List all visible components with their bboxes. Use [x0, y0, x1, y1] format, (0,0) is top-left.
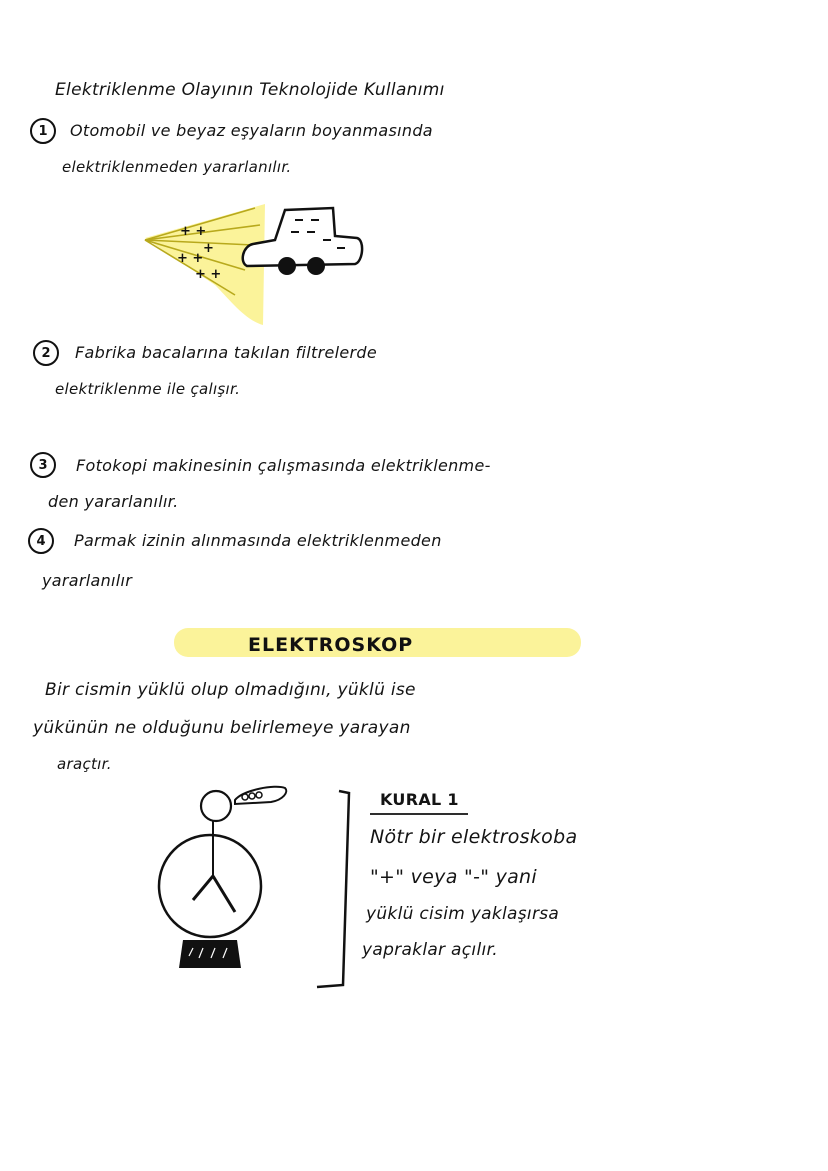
rule-bracket: [315, 785, 355, 995]
item-3-line-2: den yararlanılır.: [48, 492, 179, 511]
electroscope-base: [179, 940, 241, 968]
item-number-1: 1: [30, 118, 56, 144]
item-number-2: 2: [33, 340, 59, 366]
page-title: Elektriklenme Olayının Teknolojide Kullanımı: [55, 80, 445, 100]
svg-text:+ +: + +: [180, 224, 207, 239]
rule-title: KURAL 1: [380, 790, 459, 809]
car-painting-figure: [135, 200, 375, 330]
electroscope-leaves: [193, 876, 235, 912]
item-1-line-1: Otomobil ve beyaz eşyaların boyanmasında: [70, 121, 433, 140]
svg-text:+ +: + +: [195, 267, 222, 282]
section-heading: ELEKTROSKOP: [248, 634, 414, 656]
item-number-4: 4: [28, 528, 54, 554]
definition-line-3: araçtır.: [57, 755, 112, 773]
item-2-line-1: Fabrika bacalarına takılan filtrelerde: [75, 343, 377, 362]
electroscope-jar: [159, 835, 261, 937]
item-4-line-2: yararlanılır: [42, 571, 133, 590]
car-wheel-front: [278, 257, 296, 275]
svg-text:+ +: + +: [177, 251, 204, 266]
item-1-line-2: elektriklenmeden yararlanılır.: [62, 158, 292, 176]
rule-line-1: Nötr bir elektroskoba: [370, 826, 578, 848]
electroscope-figure: [155, 778, 305, 978]
rule-line-2: "+" veya "-" yani: [370, 866, 537, 888]
rule-line-3: yüklü cisim yaklaşırsa: [366, 904, 560, 924]
item-4-line-1: Parmak izinin alınmasında elektriklenmeden: [74, 531, 442, 550]
item-number-3: 3: [30, 452, 56, 478]
rule-title-underline: [370, 812, 470, 816]
definition-line-2: yükünün ne olduğunu belirlemeye yarayan: [33, 718, 411, 738]
definition-line-1: Bir cismin yüklü olup olmadığını, yüklü ise: [45, 680, 416, 700]
item-2-line-2: elektriklenme ile çalışır.: [55, 380, 241, 398]
rule-line-4: yapraklar açılır.: [362, 940, 498, 960]
electroscope-knob: [201, 791, 231, 821]
car-wheel-rear: [307, 257, 325, 275]
svg-text:+: +: [203, 241, 214, 256]
item-3-line-1: Fotokopi makinesinin çalışmasında elektriklenme-: [76, 456, 491, 475]
